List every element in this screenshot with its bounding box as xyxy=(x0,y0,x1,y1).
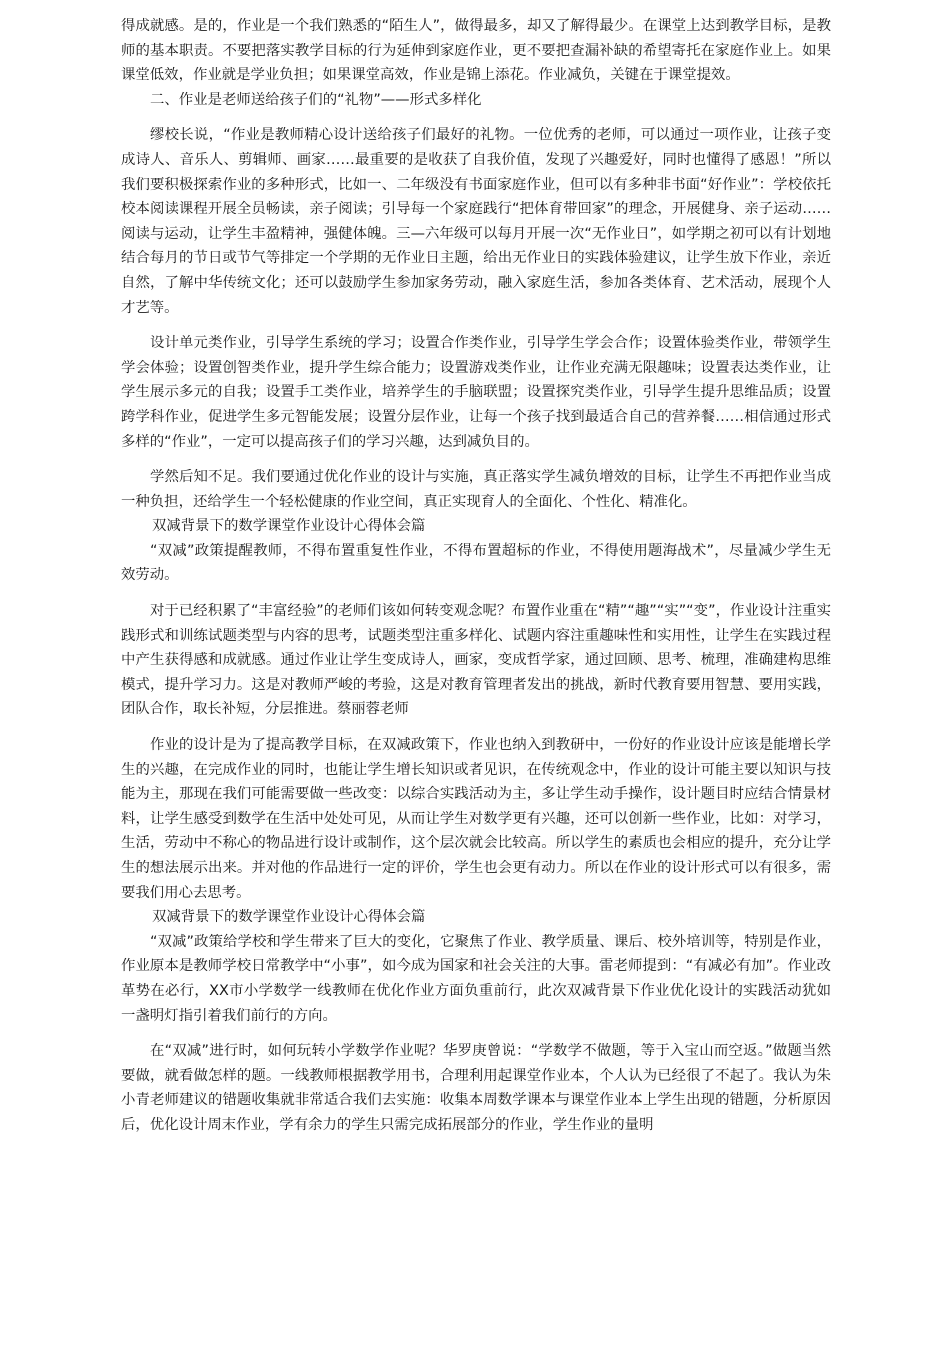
article-title-1: 双减背景下的数学课堂作业设计心得体会篇 xyxy=(152,518,426,535)
paragraph-experienced-teachers: 对于已经积累了“丰富经验”的老师们该如何转变观念呢？布置作业重在“精”“趣”“实”“变”，作业设计注重实践形式和训练试题类型与内容的思考，试题类型注重多样化、试题内容注重趣味性和实用性，让学生在实践过程中产生获得感和成就感。通过作业让学生变成诗人，画家，变成哲学家，通过回顾、思考、梳理，准确建构思维模式，提升学习力。这是对教师严峻的考验，这是对教育管理者发出的挑战，新时代教育要用智慧、要用实践，团队合作，取长补短，分层推进。蔡丽蓉老师 xyxy=(121,603,831,718)
section-heading-gift: 二、作业是老师送给孩子们的“礼物”——形式多样化 xyxy=(150,91,482,108)
paragraph-homework-design: 作业的设计是为了提高教学目标，在双减政策下，作业也纳入到教研中，一份好的作业设计应该是能增长学生的兴趣，在完成作业的同时，也能让学生增长知识或者见识，在传统观念中，作业的设计可能主要以知识与技能为主，那现在我们可能需要做一些改变：以综合实践活动为主，多让学生动手操作，设计题目时应结合情景材料，让学生感受到数学在生活中处处可见，从而让学生对数学更有兴趣，还可以创新一些作业，比如：对学习，生活，劳动中不称心的物品进行设计或制作，这个层次就会比较高。所以学生的素质也会相应的提升，充分让学生的想法展示出来。并对他的作品进行一定的评价，学生也会更有动力。所以在作业的设计形式可以有很多，需要我们用心去思考。 xyxy=(121,737,831,901)
paragraph-policy-changes: “双减”政策给学校和学生带来了巨大的变化，它聚焦了作业、教学质量、课后、校外培训等，特别是作业，作业原本是教师学校日常教学中“小事”，如今成为国家和社会关注的大事。雷老师提到：“有减必有加”。作业改革势在必行，XX市小学数学一线教师在优化作业方面负重前行，此次双减背景下作业优化设计的实践活动犹如一盏明灯指引着我们前行的方向。 xyxy=(121,933,831,1024)
paragraph-policy-reminder: “双减”政策提醒教师，不得布置重复性作业，不得布置超标的作业，不得使用题海战术”，尽量减少学生无效劳动。 xyxy=(121,542,831,584)
paragraph-principal-quote: 缪校长说，“作业是教师精心设计送给孩子们最好的礼物。一位优秀的老师，可以通过一项作业，让孩子变成诗人、音乐人、剪辑师、画家……最重要的是收获了自我价值，发现了兴趣爱好，同时也懂得了感恩！”所以我们要积极探索作业的多种形式，比如一、二年级没有书面家庭作业，但可以有多种非书面“好作业”：学校依托校本阅读课程开展全员畅读，亲子阅读；引导每一个家庭践行“把体育带回家”的理念，开展健身、亲子运动……阅读与运动，让学生丰盈精神，强健体魄。三—六年级可以每月开展一次“无作业日”，如学期之初可以有计划地结合每月的节日或节气等排定一个学期的无作业日主题，给出无作业日的实践体验建议，让学生放下作业，亲近自然，了解中华传统文化；还可以鼓励学生参加家务劳动，融入家庭生活，参加各类体育、艺术活动，展现个人才艺等。 xyxy=(121,127,831,316)
paragraph-conclusion: 学然后知不足。我们要通过优化作业的设计与实施，真正落实学生减负增效的目标，让学生不再把作业当成一种负担，还给学生一个轻松健康的作业空间，真正实现育人的全面化、个性化、精准化。 xyxy=(121,469,831,510)
paragraph-math-homework: 在“双减”进行时，如何玩转小学数学作业呢？华罗庚曾说：“学数学不做题，等于入宝山而空返。”做题当然要做，就看做怎样的题。一线教师根据教学用书，合理利用起课堂作业本，个人认为已经很了不起了。我认为朱小青老师建议的错题收集就非常适合我们去实施：收集本周数学课本与课堂作业本上学生出现的错题，分析原因后，优化设计周末作业，学有余力的学生只需完成拓展部分的作业，学生作业的量明 xyxy=(121,1043,831,1133)
article-title-2: 双减背景下的数学课堂作业设计心得体会篇 xyxy=(152,909,426,926)
paragraph-intro-continuation: 得成就感。是的，作业是一个我们熟悉的“陌生人”，做得最多，却又了解得最少。在课堂上达到教学目标，是教师的基本职责。不要把落实教学目标的行为延伸到家庭作业，更不要把查漏补缺的希望寄托在家庭作业上。如果课堂低效，作业就是学业负担；如果课堂高效，作业是锦上添花。作业减负，关键在于课堂提效。 xyxy=(121,18,831,84)
paragraph-assignment-types: 设计单元类作业，引导学生系统的学习；设置合作类作业，引导学生学会合作；设置体验类作业，带领学生学会体验；设置创智类作业，提升学生综合能力；设置游戏类作业，让作业充满无限趣味；设置表达类作业，让学生展示多元的自我；设置手工类作业，培养学生的手脑联盟；设置探究类作业，引导学生提升思维品质；设置跨学科作业，促进学生多元智能发展；设置分层作业，让每一个孩子找到最适合自己的营养餐……相信通过形式多样的“作业”，一定可以提高孩子们的学习兴趣，达到减负目的。 xyxy=(121,335,831,450)
document-page xyxy=(121,14,831,1138)
